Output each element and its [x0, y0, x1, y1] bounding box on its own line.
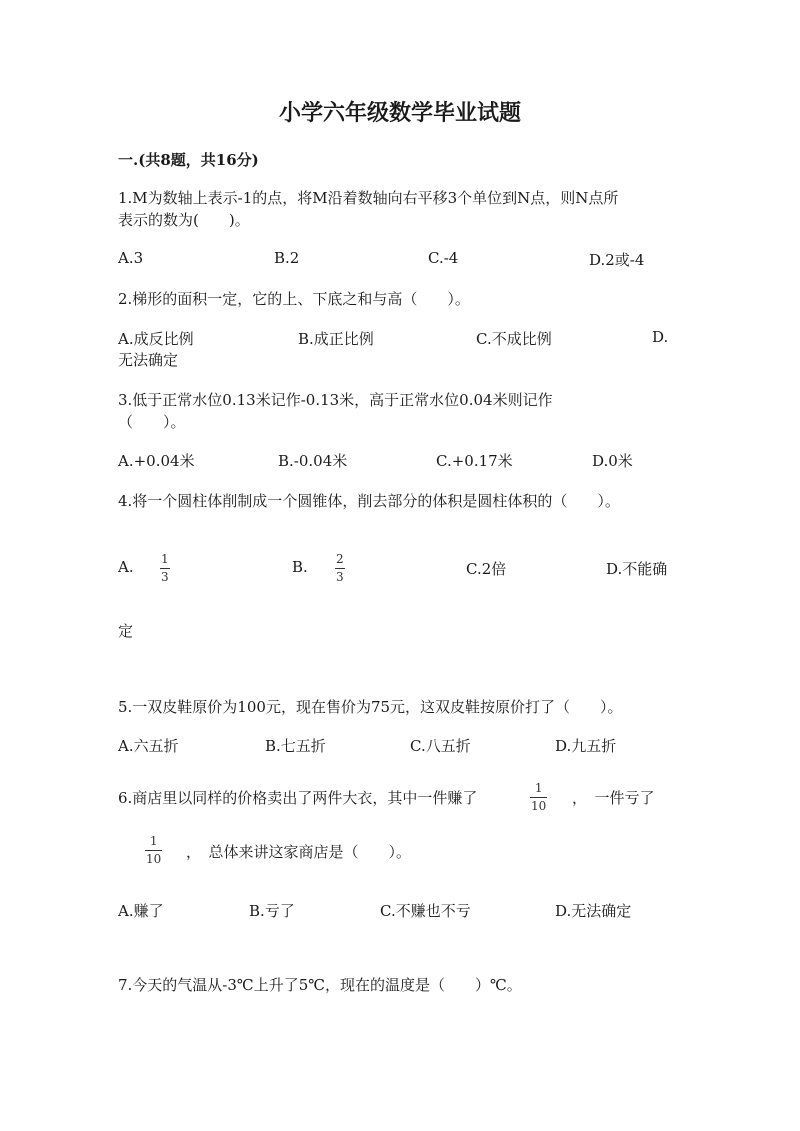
question-2-option-a: A.成反比例: [118, 330, 194, 348]
question-4-option-d: D.不能确: [606, 560, 668, 578]
page-title: 小学六年级数学毕业试题: [278, 100, 521, 126]
question-1-line-2: 表示的数为( )。: [118, 211, 250, 229]
question-7-text: 7.今天的气温从-3℃上升了5℃，现在的温度是（ ）℃。: [118, 976, 522, 994]
question-6-part-2: ， 一件亏了: [572, 789, 655, 807]
question-6-option-a: A.赚了: [118, 902, 164, 920]
question-5-text: 5.一双皮鞋原价为100元，现在售价为75元，这双皮鞋按原价打了（ ）。: [118, 698, 623, 716]
question-2-option-b: B.成正比例: [298, 330, 374, 348]
question-5-option-a: A.六五折: [118, 737, 179, 755]
question-5-option-c: C.八五折: [410, 737, 471, 755]
fraction-denominator: 3: [336, 570, 344, 584]
fraction-numerator: 1: [149, 834, 158, 848]
question-3-option-c: C.+0.17米: [436, 452, 513, 470]
question-3-option-a: A.+0.04米: [118, 452, 195, 470]
question-4-option-c: C.2倍: [466, 560, 507, 578]
question-6-part-1: 6.商店里以同样的价格卖出了两件大衣，其中一件赚了: [118, 789, 478, 807]
fraction-denominator: 10: [146, 852, 162, 866]
question-1-option-a: A.3: [118, 249, 144, 267]
question-5-option-b: B.七五折: [265, 737, 326, 755]
fraction-numerator: 1: [534, 781, 543, 795]
question-1-option-b: B.2: [274, 249, 300, 267]
question-6-part-3: ， 总体来讲这家商店是（ ）。: [186, 843, 412, 861]
question-5-option-d: D.九五折: [555, 737, 617, 755]
question-2-option-c: C.不成比例: [476, 330, 552, 348]
question-4-text: 4.将一个圆柱体削制成一个圆锥体，削去部分的体积是圆柱体积的（ ）。: [118, 492, 620, 510]
section-heading: 一.(共8题，共16分): [118, 151, 259, 169]
question-4-option-a: A.: [118, 558, 134, 576]
question-2-option-d-wrap: 无法确定: [118, 351, 179, 369]
fraction-denominator: 10: [531, 799, 547, 813]
question-4-option-b: B.: [292, 558, 308, 576]
question-1-line-1: 1.M为数轴上表示-1的点，将M沿着数轴向右平移3个单位到N点，则N点所: [118, 189, 619, 207]
question-4-fraction-b: [335, 553, 345, 584]
question-4-option-d-wrap: 定: [118, 622, 134, 640]
question-6-option-c: C.不赚也不亏: [380, 902, 471, 920]
question-3-option-b: B.-0.04米: [278, 452, 348, 470]
question-4-fraction-a: [160, 553, 170, 584]
fraction-bar: [160, 568, 170, 569]
question-6-option-b: B.亏了: [249, 902, 295, 920]
question-3-line-1: 3.低于正常水位0.13米记作-0.13米，高于正常水位0.04米则记作: [118, 391, 553, 409]
question-6-fraction-2: [145, 835, 162, 866]
question-2-text: 2.梯形的面积一定，它的上、下底之和与高（ ）。: [118, 290, 470, 308]
fraction-numerator: 2: [336, 552, 344, 566]
fraction-bar: [145, 850, 162, 851]
question-1-option-c: C.-4: [428, 249, 459, 267]
question-1-option-d: D.2或-4: [589, 251, 645, 269]
fraction-bar: [335, 568, 345, 569]
question-3-line-2: （ ）。: [118, 413, 186, 431]
question-6-fraction-1: [530, 782, 547, 813]
fraction-bar: [530, 797, 547, 798]
fraction-numerator: 1: [161, 552, 169, 566]
fraction-denominator: 3: [161, 570, 169, 584]
question-6-option-d: D.无法确定: [555, 902, 632, 920]
question-2-option-d: D.: [652, 328, 669, 346]
question-3-option-d: D.0米: [592, 452, 633, 470]
